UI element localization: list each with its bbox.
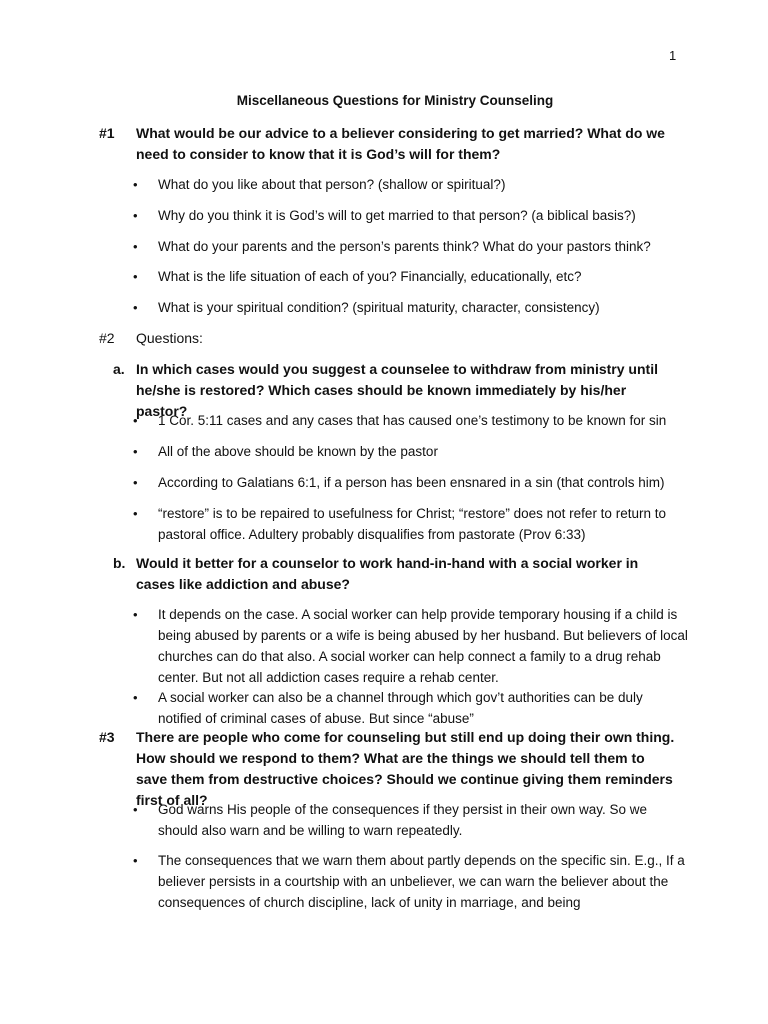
list-item-text: What is your spiritual condition? (spiritual maturity, character, consistency) <box>158 300 600 315</box>
list-item-text: All of the above should be known by the pastor <box>158 444 438 459</box>
question-3-number: #3 <box>99 729 115 745</box>
list-item-text: What do you like about that person? (shallow or spiritual?) <box>158 177 506 192</box>
list-item <box>133 205 688 226</box>
bullet-icon: • <box>133 444 138 459</box>
sub-question-b-text: Would it better for a counselor to work hand-in-hand with a social worker in cases like addiction and abuse? <box>136 555 639 592</box>
question-1-number: #1 <box>99 125 115 141</box>
list-item-text: 1 Cor. 5:11 cases and any cases that has caused one’s testimony to be known for sin <box>158 413 667 428</box>
list-item <box>133 441 688 462</box>
bullet-icon: • <box>133 802 138 817</box>
list-item <box>133 236 688 257</box>
bullet-icon: • <box>133 239 138 254</box>
list-item <box>133 604 688 688</box>
question-1-text: What would be our advice to a believer considering to get married? What do we need to consider to know that it is God’s will for them? <box>136 125 665 162</box>
question-2-number: #2 <box>99 330 115 346</box>
list-item-text: The consequences that we warn them about partly depends on the specific sin. E.g., If a believer persists in a courtship with an unbeliever, we can warn the believer about the consequences of church discipline, lack of unity in marriage, and being <box>158 853 685 910</box>
list-item <box>133 174 688 195</box>
question-2-text: Questions: <box>136 330 203 346</box>
bullet-icon: • <box>133 475 138 490</box>
list-item-text: What do your parents and the person’s parents think? What do your pastors think? <box>158 239 651 254</box>
bullet-icon: • <box>133 506 138 521</box>
list-item <box>133 297 688 318</box>
bullet-icon: • <box>133 208 138 223</box>
list-item <box>133 799 688 841</box>
page-number: 1 <box>669 48 677 63</box>
bullet-icon: • <box>133 269 138 284</box>
sub-question-a-text: In which cases would you suggest a counselee to withdraw from ministry until he/she is restored? Which cases should be known immediately by his/her pastor? <box>136 361 658 419</box>
list-item-text: A social worker can also be a channel through which gov’t authorities can be duly notified of criminal cases of abuse. But since “abuse” <box>158 690 643 726</box>
document-title: Miscellaneous Questions for Ministry Counseling <box>236 93 554 108</box>
list-item <box>133 266 688 287</box>
bullet-icon: • <box>133 300 138 315</box>
list-item <box>133 687 688 729</box>
list-item <box>133 472 688 493</box>
sub-question-a-letter: a. <box>113 361 125 377</box>
list-item-text: What is the life situation of each of you? Financially, educationally, etc? <box>158 269 582 284</box>
bullet-icon: • <box>133 853 138 868</box>
list-item-text: “restore” is to be repaired to usefulness for Christ; “restore” does not refer to return to pastoral office. Adultery probably disqualifies from pastorate (Prov 6:33) <box>158 506 666 542</box>
list-item <box>133 503 688 545</box>
sub-question-b-letter: b. <box>113 555 126 571</box>
list-item <box>133 850 688 913</box>
list-item <box>133 410 688 431</box>
list-item-text: It depends on the case. A social worker can help provide temporary housing if a child is being abused by parents or a wife is being abused by her husband. But believers of local churches can do that also. A social worker can help connect a family to a drug rehab center. But not all addiction cases require a rehab center. <box>158 607 688 685</box>
bullet-icon: • <box>133 413 138 428</box>
list-item-text: God warns His people of the consequences if they persist in their own way. So we should also warn and be willing to warn repeatedly. <box>158 802 648 838</box>
bullet-icon: • <box>133 607 138 622</box>
list-item-text: Why do you think it is God’s will to get married to that person? (a biblical basis?) <box>158 208 636 223</box>
list-item-text: According to Galatians 6:1, if a person has been ensnared in a sin (that controls him) <box>158 475 665 490</box>
question-3-text: There are people who come for counseling but still end up doing their own thing. How should we respond to them? What are the things we should tell them to save them from destructive choices? Should we continue giving them reminders first of all? <box>136 729 675 808</box>
bullet-icon: • <box>133 690 138 705</box>
bullet-icon: • <box>133 177 138 192</box>
